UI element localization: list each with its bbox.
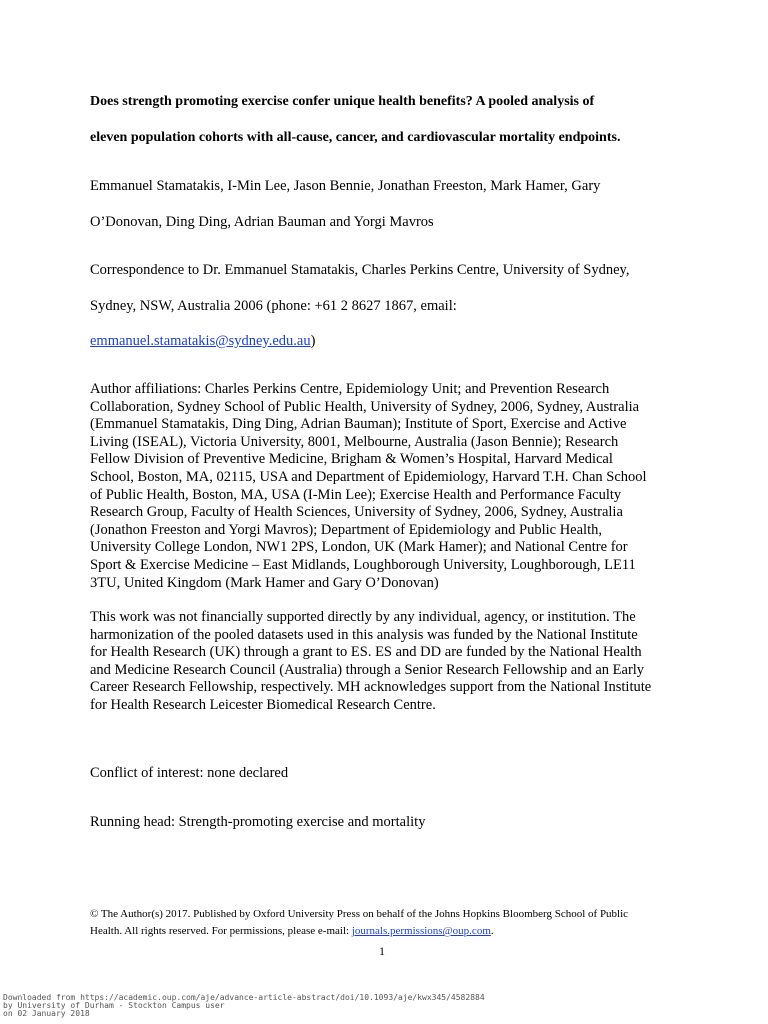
copyright-line-1: © The Author(s) 2017. Published by Oxford University Press on behalf of the Johns Hopkins Bloomberg School of Public [90, 908, 629, 920]
correspondence-line-3 [90, 333, 315, 350]
running-head: Running head: Strength-promoting exercise and mortality [90, 814, 426, 830]
affiliation-line: Research Group, Faculty of Health Sciences, University of Sydney, 2006, Sydney, Australia [90, 504, 623, 521]
affiliation-line: Fellow Division of Preventive Medicine, Brigham & Women’s Hospital, Harvard Medical [90, 451, 613, 468]
title-line-1: Does strength promoting exercise confer unique health benefits? A pooled analysis of [90, 94, 595, 109]
affiliation-line: Collaboration, Sydney School of Public Health, University of Sydney, 2006, Sydney, Australia [90, 398, 640, 415]
permissions-email-link[interactable]: journals.permissions@oup.com [351, 925, 491, 937]
affiliation-line: (Jonathon Freeston and Yorgi Mavros); Department of Epidemiology and Public Health, [90, 521, 602, 538]
funding-line: for Health Research Leicester Biomedical Research Centre. [90, 696, 436, 713]
download-stamp-line-3: on 02 January 2018 [3, 1009, 90, 1018]
funding-line: harmonization of the pooled datasets used in this analysis was funded by the National Institute [90, 626, 638, 643]
authors-line-1: Emmanuel Stamatakis, I-Min Lee, Jason Bennie, Jonathan Freeston, Mark Hamer, Gary [90, 178, 601, 194]
copyright-line-2-text: Health. All rights reserved. For permissions, please e-mail: [90, 925, 352, 937]
affiliation-line: Living (ISEAL), Victoria University, 8001, Melbourne, Australia (Jason Bennie); Research [90, 433, 619, 450]
download-stamp-line-1: Downloaded from https://academic.oup.com/aje/advance-article-abstract/doi/10.1093/aje/kwx345/4582884 [3, 993, 485, 1002]
affiliation-line: (Emmanuel Stamatakis, Ding Ding, Adrian Bauman); Institute of Sport, Exercise and Active [90, 416, 627, 433]
correspondence-line-1: Correspondence to Dr. Emmanuel Stamatakis, Charles Perkins Centre, University of Sydney, [90, 262, 630, 278]
funding-statement [90, 609, 690, 715]
funding-line: and Medicine Research Council (Australia) through a Senior Research Fellowship and an Early [90, 661, 645, 678]
copyright-line-2-end: . [490, 925, 494, 937]
affiliation-line: Author affiliations: Charles Perkins Centre, Epidemiology Unit; and Prevention Research [90, 381, 610, 397]
conflict-of-interest: Conflict of interest: none declared [90, 765, 289, 781]
affiliation-line: School, Boston, MA, 02115, USA and Department of Epidemiology, Harvard T.H. Chan School [90, 468, 647, 485]
correspondence-close-paren: ) [310, 333, 316, 349]
funding-line: This work was not financially supported directly by any individual, agency, or institution. The [90, 609, 636, 625]
affiliation-line: Sport & Exercise Medicine – East Midlands, Loughborough University, Loughborough, LE11 [90, 556, 636, 573]
page-number: 1 [379, 944, 385, 958]
affiliation-line: of Public Health, Boston, MA, USA (I-Min Lee); Exercise Health and Performance Faculty [90, 486, 622, 503]
correspondence-email-link[interactable]: emmanuel.stamatakis@sydney.edu.au [90, 333, 311, 349]
funding-line: for Health Research (UK) through a grant to ES. ES and DD are funded by the National Health [90, 644, 642, 661]
title-line-2: eleven population cohorts with all-cause, cancer, and cardiovascular mortality endpoints. [90, 130, 621, 145]
affiliation-line: 3TU, United Kingdom (Mark Hamer and Gary O’Donovan) [90, 574, 439, 591]
affiliation-line: University College London, NW1 2PS, London, UK (Mark Hamer); and National Centre for [90, 539, 628, 556]
correspondence-line-2: Sydney, NSW, Australia 2006 (phone: +61 2 8627 1867, email: [90, 298, 457, 314]
copyright-line-2 [90, 925, 494, 937]
download-stamp-line-2: by University of Durham - Stockton Campus user [3, 1001, 225, 1010]
author-affiliations [90, 381, 690, 592]
funding-line: Career Research Fellowship, respectively. MH acknowledges support from the National Institute [90, 679, 652, 696]
authors-line-2: O’Donovan, Ding Ding, Adrian Bauman and Yorgi Mavros [90, 214, 434, 230]
